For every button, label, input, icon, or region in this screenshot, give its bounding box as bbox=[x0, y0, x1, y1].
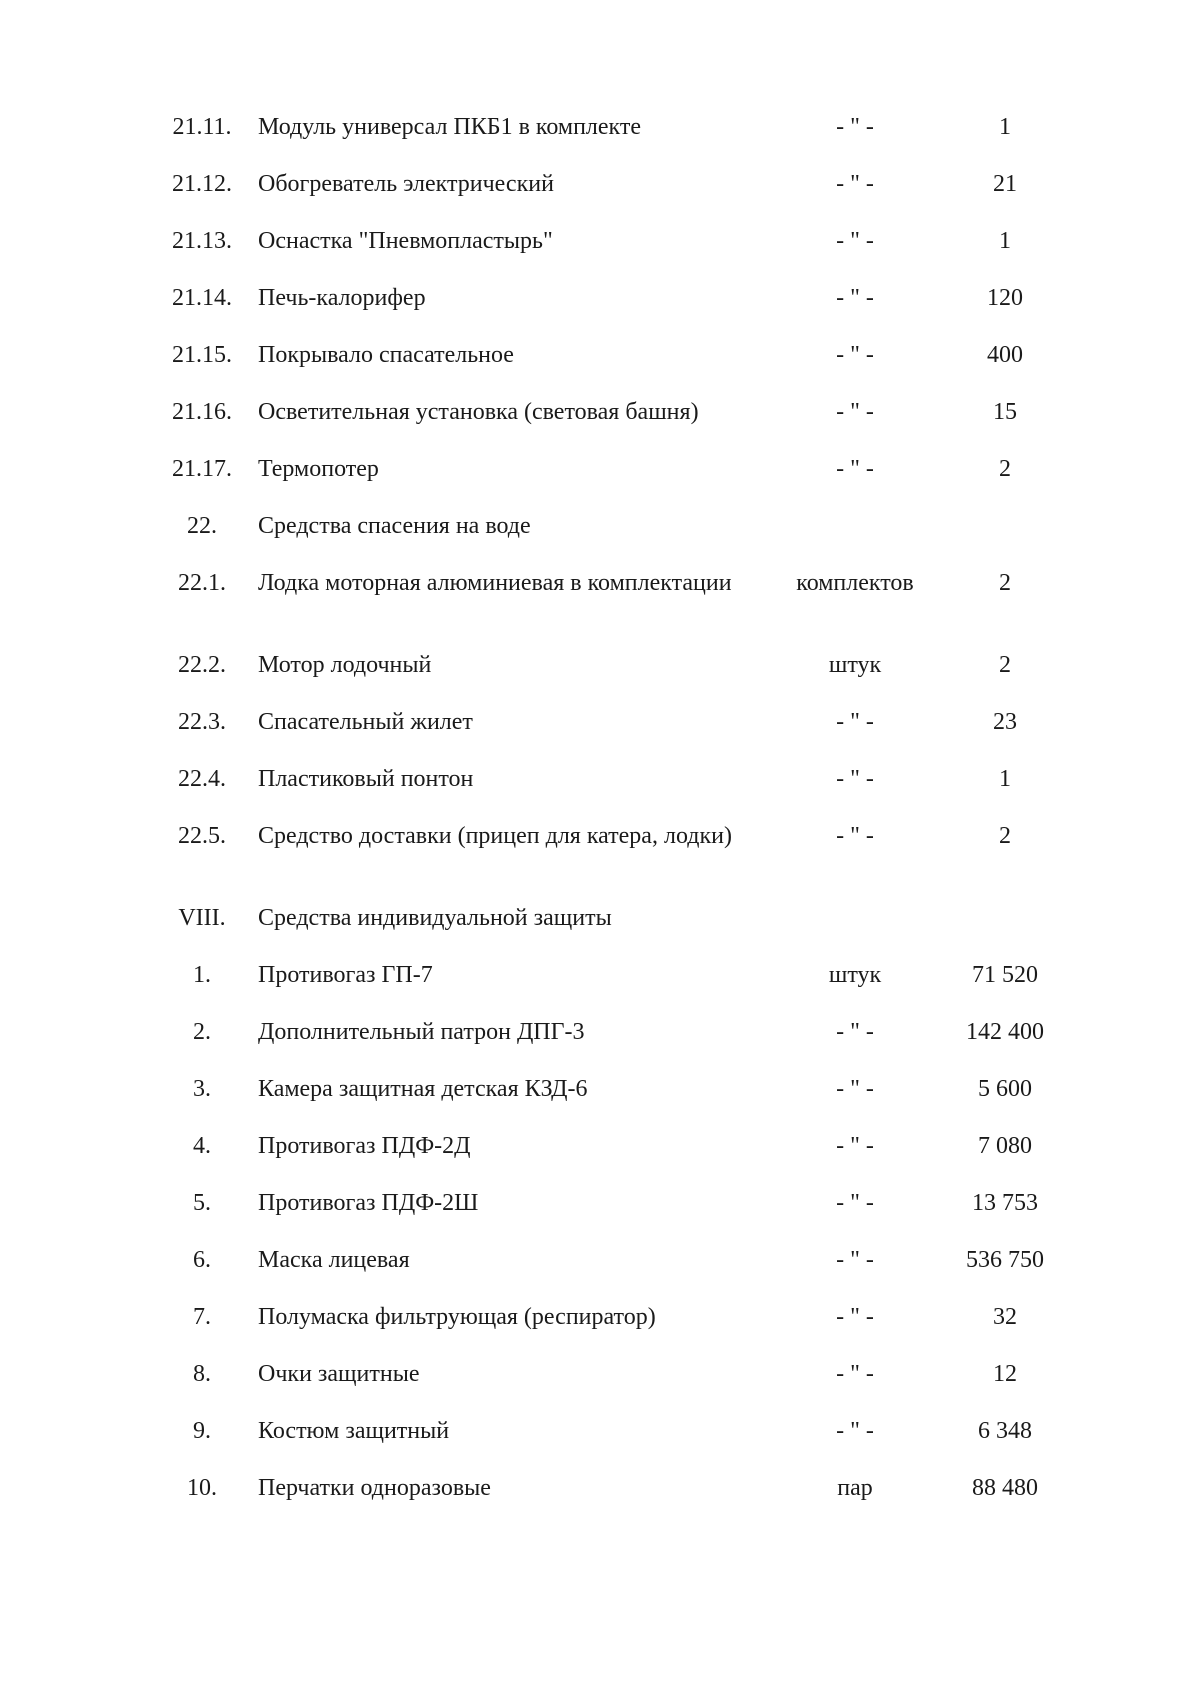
row-unit: - " - bbox=[836, 766, 874, 792]
table-row bbox=[0, 1248, 1200, 1305]
row-quantity: 5 600 bbox=[978, 1076, 1032, 1102]
row-item-name: Полумаска фильтрующая (респиратор) bbox=[258, 1304, 656, 1330]
row-item-name: Противогаз ПДФ-2Ш bbox=[258, 1190, 479, 1216]
row-number: 21.14. bbox=[172, 285, 232, 311]
row-quantity: 1 bbox=[999, 766, 1011, 792]
row-unit: - " - bbox=[836, 399, 874, 425]
row-quantity: 400 bbox=[987, 342, 1023, 368]
row-number: 9. bbox=[193, 1418, 211, 1444]
row-item-name: Противогаз ГП-7 bbox=[258, 962, 433, 988]
row-unit: - " - bbox=[836, 171, 874, 197]
row-quantity: 23 bbox=[993, 709, 1017, 735]
row-quantity: 1 bbox=[999, 114, 1011, 140]
row-number: 8. bbox=[193, 1361, 211, 1387]
row-number: 4. bbox=[193, 1133, 211, 1159]
row-unit: комплектов bbox=[796, 570, 914, 596]
section-title: Средства спасения на воде bbox=[258, 513, 531, 539]
table-row bbox=[0, 1134, 1200, 1191]
table-row bbox=[0, 400, 1200, 457]
row-number: 5. bbox=[193, 1190, 211, 1216]
row-unit: - " - bbox=[836, 285, 874, 311]
row-item-name: Дополнительный патрон ДПГ-3 bbox=[258, 1019, 585, 1045]
row-item-name: Перчатки одноразовые bbox=[258, 1475, 491, 1501]
row-quantity: 15 bbox=[993, 399, 1017, 425]
row-number: 21.17. bbox=[172, 456, 232, 482]
row-quantity: 32 bbox=[993, 1304, 1017, 1330]
row-number: 6. bbox=[193, 1247, 211, 1273]
row-quantity: 88 480 bbox=[972, 1475, 1038, 1501]
row-number: 21.15. bbox=[172, 342, 232, 368]
table-row bbox=[0, 286, 1200, 343]
row-quantity: 2 bbox=[999, 823, 1011, 849]
row-unit: штук bbox=[828, 962, 882, 988]
row-item-name: Очки защитные bbox=[258, 1361, 420, 1387]
section-number: VIII. bbox=[178, 905, 226, 931]
section-header-row bbox=[0, 514, 1200, 571]
row-item-name: Противогаз ПДФ-2Д bbox=[258, 1133, 471, 1159]
row-item-name: Пластиковый понтон bbox=[258, 766, 474, 792]
table-row bbox=[0, 1305, 1200, 1362]
row-unit: штук bbox=[828, 652, 882, 678]
row-item-name: Осветительная установка (световая башня) bbox=[258, 399, 699, 425]
row-unit: - " - bbox=[836, 1019, 874, 1045]
row-item-name: Мотор лодочный bbox=[258, 652, 432, 678]
row-item-name: Печь-калорифер bbox=[258, 285, 426, 311]
row-number: 22.1. bbox=[178, 570, 226, 596]
row-unit: - " - bbox=[836, 1133, 874, 1159]
row-number: 22.5. bbox=[178, 823, 226, 849]
row-unit: - " - bbox=[836, 228, 874, 254]
table-row bbox=[0, 824, 1200, 906]
row-number: 21.11. bbox=[172, 114, 232, 140]
row-item-name: Лодка моторная алюминиевая в комплектации bbox=[258, 570, 732, 596]
row-quantity: 1 bbox=[999, 228, 1011, 254]
row-quantity: 2 bbox=[999, 652, 1011, 678]
table-row bbox=[0, 710, 1200, 767]
section-number: 22. bbox=[187, 513, 217, 539]
row-number: 2. bbox=[193, 1019, 211, 1045]
row-quantity: 142 400 bbox=[966, 1019, 1044, 1045]
row-number: 21.12. bbox=[172, 171, 232, 197]
row-number: 3. bbox=[193, 1076, 211, 1102]
row-unit: - " - bbox=[836, 1361, 874, 1387]
table-row bbox=[0, 767, 1200, 824]
row-unit: пар bbox=[837, 1475, 873, 1501]
table-row bbox=[0, 343, 1200, 400]
row-quantity: 6 348 bbox=[978, 1418, 1032, 1444]
row-quantity: 21 bbox=[993, 171, 1017, 197]
row-quantity: 536 750 bbox=[966, 1247, 1044, 1273]
row-number: 1. bbox=[193, 962, 211, 988]
row-number: 10. bbox=[187, 1475, 217, 1501]
row-number: 22.4. bbox=[178, 766, 226, 792]
section-header-row bbox=[0, 906, 1200, 963]
table-row bbox=[0, 571, 1200, 653]
row-item-name: Спасательный жилет bbox=[258, 709, 473, 735]
row-number: 21.16. bbox=[172, 399, 232, 425]
row-quantity: 2 bbox=[999, 456, 1011, 482]
row-quantity: 7 080 bbox=[978, 1133, 1032, 1159]
row-number: 22.3. bbox=[178, 709, 226, 735]
row-unit: - " - bbox=[836, 1304, 874, 1330]
row-number: 21.13. bbox=[172, 228, 232, 254]
table-row bbox=[0, 229, 1200, 286]
table-row bbox=[0, 653, 1200, 710]
row-unit: - " - bbox=[836, 1076, 874, 1102]
table-row bbox=[0, 1419, 1200, 1476]
row-unit: - " - bbox=[836, 823, 874, 849]
row-item-name: Покрывало спасательное bbox=[258, 342, 514, 368]
row-item-name: Термопотер bbox=[258, 456, 379, 482]
row-unit: - " - bbox=[836, 456, 874, 482]
row-number: 22.2. bbox=[178, 652, 226, 678]
row-item-name: Костюм защитный bbox=[258, 1418, 450, 1444]
row-unit: - " - bbox=[836, 709, 874, 735]
row-item-name: Модуль универсал ПКБ1 в комплекте bbox=[258, 114, 642, 140]
table-row bbox=[0, 457, 1200, 514]
row-quantity: 71 520 bbox=[972, 962, 1038, 988]
row-quantity: 120 bbox=[987, 285, 1023, 311]
row-item-name: Средство доставки (прицеп для катера, лодки) bbox=[258, 823, 732, 849]
row-unit: - " - bbox=[836, 342, 874, 368]
table-row bbox=[0, 1476, 1200, 1533]
row-unit: - " - bbox=[836, 1190, 874, 1216]
row-unit: - " - bbox=[836, 1418, 874, 1444]
table-row bbox=[0, 1191, 1200, 1248]
table-row bbox=[0, 1362, 1200, 1419]
row-quantity: 12 bbox=[993, 1361, 1017, 1387]
table-row bbox=[0, 1077, 1200, 1134]
row-quantity: 2 bbox=[999, 570, 1011, 596]
row-item-name: Камера защитная детская КЗД-6 bbox=[258, 1076, 588, 1102]
row-quantity: 13 753 bbox=[972, 1190, 1038, 1216]
row-unit: - " - bbox=[836, 114, 874, 140]
equipment-table bbox=[0, 115, 1200, 1533]
table-row bbox=[0, 115, 1200, 172]
row-item-name: Оснастка "Пневмопластырь" bbox=[258, 228, 553, 254]
row-item-name: Обогреватель электрический bbox=[258, 171, 554, 197]
table-row bbox=[0, 963, 1200, 1020]
row-number: 7. bbox=[193, 1304, 211, 1330]
row-unit: - " - bbox=[836, 1247, 874, 1273]
table-row bbox=[0, 1020, 1200, 1077]
table-row bbox=[0, 172, 1200, 229]
row-item-name: Маска лицевая bbox=[258, 1247, 410, 1273]
section-title: Средства индивидуальной защиты bbox=[258, 905, 612, 931]
